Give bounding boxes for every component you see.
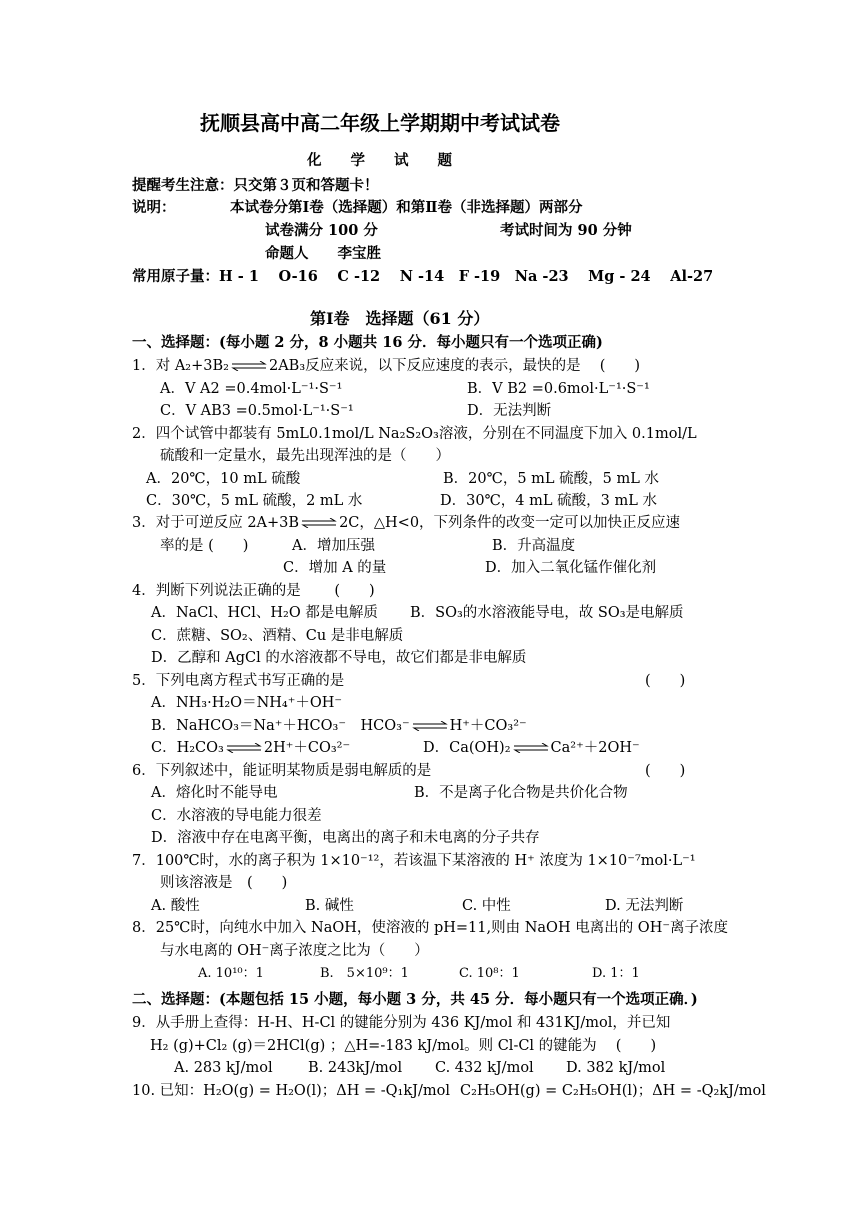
equilibrium-arrow-icon [301, 518, 337, 528]
q5-option-b-right: H⁺＋CO₃²⁻ [449, 718, 527, 734]
q2-stem: 2．四个试管中都装有 5mL0.1mol/L Na₂S₂O₃溶液，分别在不同温度下加入 0.1mol/L [132, 426, 697, 442]
q8-option-d: D. 1：1 [592, 966, 640, 981]
q3-stem-a: 3．对于可逆反应 2A+3B [132, 515, 300, 531]
q3-stem [132, 513, 680, 533]
q5-option-b [151, 716, 527, 736]
q5-option-d-left: D．Ca(OH)₂ [423, 740, 511, 756]
q7-stem-2: 则该溶液是 ( ) [160, 875, 288, 891]
q5-paren: ( ) [645, 673, 686, 689]
full-marks: 试卷满分 100 分 [265, 222, 378, 239]
q5-stem: 5．下列电离方程式书写正确的是 [132, 673, 345, 689]
q7-option-a: A. 酸性 [151, 898, 200, 914]
q8-option-c: C. 10⁸：1 [459, 966, 520, 981]
equilibrium-arrow-icon [513, 743, 549, 753]
q8-stem: 8．25℃时，向纯水中加入 NaOH，使溶液的 pH=11,则由 NaOH 电离出的 OH⁻离子浓度 [132, 920, 728, 936]
q5-option-c [151, 738, 350, 758]
section1-heading: 一、选择题：(每小题 2 分，8 小题共 16 分．每小题只有一个选项正确) [132, 334, 603, 351]
q1-option-b: B．V B2 =0.6mol·L⁻¹·S⁻¹ [467, 381, 650, 397]
equilibrium-arrow-icon [231, 361, 267, 371]
q3-option-b: B．升高温度 [492, 538, 576, 554]
q7-option-c: C. 中性 [462, 898, 511, 914]
q4-option-c: C．蔗糖、SO₂、酒精、Cu 是非电解质 [151, 628, 404, 644]
q4-option-b: B．SO₃的水溶液能导电，故 SO₃是电解质 [410, 605, 684, 621]
q3-option-a: A．增加压强 [292, 538, 375, 554]
q1-option-d: D．无法判断 [467, 403, 552, 419]
q9-stem: 9．从手册上查得：H-H、H-Cl 的键能分别为 436 KJ/mol 和 431KJ/mol，并已知 [132, 1015, 671, 1031]
q5-option-c-left: C．H₂CO₃ [151, 740, 224, 756]
q8-option-a: A. 10¹⁰：1 [198, 966, 264, 981]
q7-stem: 7．100℃时，水的离子积为 1×10⁻¹²，若该温下某溶液的 H⁺ 浓度为 1×10⁻⁷mol·L⁻¹ [132, 853, 696, 869]
q4-stem: 4．判断下列说法正确的是 ( ) [132, 583, 375, 599]
equilibrium-arrow-icon [412, 721, 448, 731]
q1-stem [132, 356, 640, 376]
exam-time: 考试时间为 90 分钟 [500, 222, 632, 239]
author: 命题人 李宝胜 [265, 245, 381, 262]
atomic-masses: 常用原子量：H - 1 O-16 C -12 N -14 F -19 Na -23 Mg - 24 Al-27 [132, 268, 714, 285]
q9-option-b: B. 243kJ/mol [308, 1060, 403, 1076]
q5-option-c-right: 2H⁺＋CO₃²⁻ [263, 740, 351, 756]
q6-option-c: C．水溶液的导电能力很差 [151, 808, 322, 824]
q5-option-d [423, 738, 640, 758]
q1-stem-a: 1．对 A₂+3B₂ [132, 358, 229, 374]
q7-option-b: B. 碱性 [305, 898, 354, 914]
q10-line-b: C₂H₅OH(g) = C₂H₅OH(l)；ΔH = -Q₂kJ/mol [460, 1083, 766, 1099]
q10-line-a: 10. 已知：H₂O(g) = H₂O(l)；ΔH = -Q₁kJ/mol [132, 1083, 450, 1099]
q9-option-c: C. 432 kJ/mol [435, 1060, 534, 1076]
q4-option-a: A．NaCl、HCl、H₂O 都是电解质 [151, 605, 378, 621]
explain-label: 说明： [132, 199, 176, 216]
q9-option-d: D. 382 kJ/mol [566, 1060, 666, 1076]
q2-option-b: B．20℃，5 mL 硫酸，5 mL 水 [443, 471, 659, 487]
q6-option-b: B．不是离子化合物是共价化合物 [414, 785, 628, 801]
subject-title: 化 学 试 题 [307, 152, 452, 169]
q1-option-a: A．V A2 =0.4mol·L⁻¹·S⁻¹ [160, 381, 343, 397]
q3-stem-b: 2C，△H<0，下列条件的改变一定可以加快正反应速 [339, 515, 681, 531]
q3-option-d: D．加入二氧化锰作催化剂 [485, 560, 657, 576]
q9-option-a: A. 283 kJ/mol [174, 1060, 273, 1076]
q1-option-c: C．V AB3 =0.5mol·L⁻¹·S⁻¹ [160, 403, 354, 419]
notice: 提醒考生注意：只交第３页和答题卡！ [132, 177, 379, 194]
q3-stem-2: 率的是 ( ) [160, 538, 249, 554]
q6-stem: 6．下列叙述中，能证明某物质是弱电解质的是 [132, 763, 432, 779]
q7-option-d: D. 无法判断 [605, 898, 684, 914]
q1-stem-b: 2AB₃反应来说，以下反应速度的表示，最快的是 ( ) [268, 358, 641, 374]
q3-option-c: C．增加 A 的量 [283, 560, 387, 576]
q2-option-d: D．30℃，4 mL 硫酸，3 mL 水 [440, 493, 657, 509]
part1-title: 第Ⅰ卷 选择题（61 分） [310, 309, 490, 328]
q2-option-c: C．30℃，5 mL 硫酸，2 mL 水 [146, 493, 363, 509]
q8-option-b: B. 5×10⁹：1 [320, 966, 409, 981]
q5-option-b-left: B．NaHCO₃＝Na⁺＋HCO₃⁻ HCO₃⁻ [151, 718, 410, 734]
q9-stem-2: H₂ (g)+Cl₂ (g)＝2HCl(g) ；△H=-183 kJ/mol。则 Cl-Cl 的键能为 ( ) [150, 1038, 657, 1054]
q2-option-a: A．20℃，10 mL 硫酸 [146, 471, 301, 487]
q6-paren: ( ) [645, 763, 686, 779]
explain-text: 本试卷分第Ⅰ卷（选择题）和第Ⅱ卷（非选择题）两部分 [230, 199, 583, 216]
q6-option-d: D．溶液中存在电离平衡，电离出的离子和未电离的分子共存 [151, 830, 540, 846]
equilibrium-arrow-icon [226, 743, 262, 753]
q6-option-a: A．熔化时不能导电 [151, 785, 278, 801]
q2-stem-2: 硫酸和一定量水，最先出现浑浊的是（ ） [160, 448, 450, 464]
q5-option-a: A．NH₃·H₂O＝NH₄⁺＋OH⁻ [151, 695, 343, 711]
section2-heading: 二、选择题：(本题包括 15 小题，每小题 3 分，共 45 分．每小题只有一个选项正确．) [132, 991, 698, 1008]
q5-option-d-right: Ca²⁺＋2OH⁻ [550, 740, 640, 756]
q4-option-d: D．乙醇和 AgCl 的水溶液都不导电，故它们都是非电解质 [151, 650, 527, 666]
q8-stem-2: 与水电离的 OH⁻离子浓度之比为（ ） [160, 943, 429, 959]
page-title: 抚顺县高中高二年级上学期期中考试试卷 [200, 111, 560, 135]
